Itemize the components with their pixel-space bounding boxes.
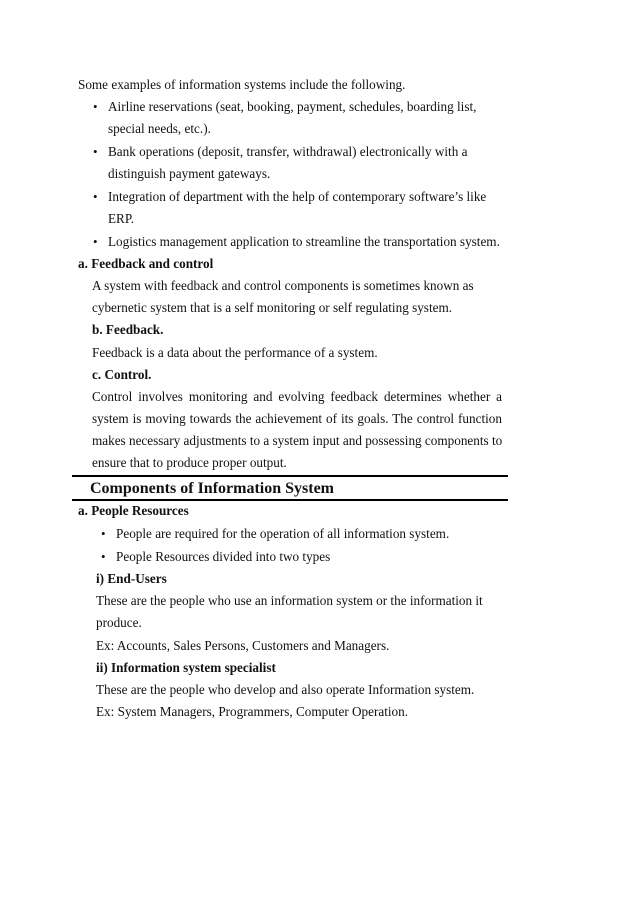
example-item-bank: • Bank operations (deposit, transfer, withdrawal) electronically with a bbox=[108, 144, 467, 160]
intro-text: Some examples of information systems include the following. bbox=[78, 77, 406, 92]
people-resources-heading: a. People Resources bbox=[78, 503, 189, 518]
specialist-example: Ex: System Managers, Programmers, Computer Operation. bbox=[96, 704, 409, 719]
end-users-line-2: produce. bbox=[96, 615, 142, 630]
feedback-heading: b. Feedback. bbox=[92, 322, 164, 337]
control-line-2: system is moving towards the achievement of its goals. The control function bbox=[92, 411, 502, 426]
end-users-line-1: These are the people who use an information system or the information it bbox=[96, 593, 483, 608]
components-heading: Components of Information System bbox=[90, 480, 334, 497]
control-line-1: Control involves monitoring and evolving feedback determines whether a bbox=[92, 389, 502, 404]
example-item-logistics: • Logistics management application to streamline the transportation system. bbox=[108, 234, 500, 250]
feedback-line: Feedback is a data about the performance of a system. bbox=[92, 345, 378, 360]
feedback-control-line-2: cybernetic system that is a self monitoring or self regulating system. bbox=[92, 300, 453, 315]
example-item-erp-cont: ERP. bbox=[108, 211, 135, 226]
people-bullet-1: • People are required for the operation of all information system. bbox=[116, 526, 449, 542]
end-users-example: Ex: Accounts, Sales Persons, Customers and Managers. bbox=[96, 638, 390, 653]
example-item-bank-cont: distinguish payment gateways. bbox=[108, 166, 271, 181]
bottom-rule bbox=[72, 499, 508, 501]
specialist-line-1: These are the people who develop and also operate Information system. bbox=[96, 682, 475, 697]
example-item-airline-cont: special needs, etc.). bbox=[108, 121, 211, 136]
example-item-erp: • Integration of department with the help of contemporary software’s like bbox=[108, 189, 486, 205]
control-line-3: makes necessary adjustments to a system input and possessing components to bbox=[92, 433, 503, 448]
example-item-airline: • Airline reservations (seat, booking, payment, schedules, boarding list, bbox=[108, 99, 476, 115]
feedback-control-line-1: A system with feedback and control components is sometimes known as bbox=[92, 278, 474, 293]
feedback-control-heading: a. Feedback and control bbox=[78, 256, 214, 271]
top-rule bbox=[72, 475, 508, 477]
control-heading: c. Control. bbox=[92, 367, 152, 382]
end-users-heading: i) End-Users bbox=[96, 571, 167, 586]
control-line-4: ensure that to produce proper output. bbox=[92, 455, 287, 470]
people-bullet-2: • People Resources divided into two types bbox=[116, 549, 330, 565]
specialist-heading: ii) Information system specialist bbox=[96, 660, 276, 675]
